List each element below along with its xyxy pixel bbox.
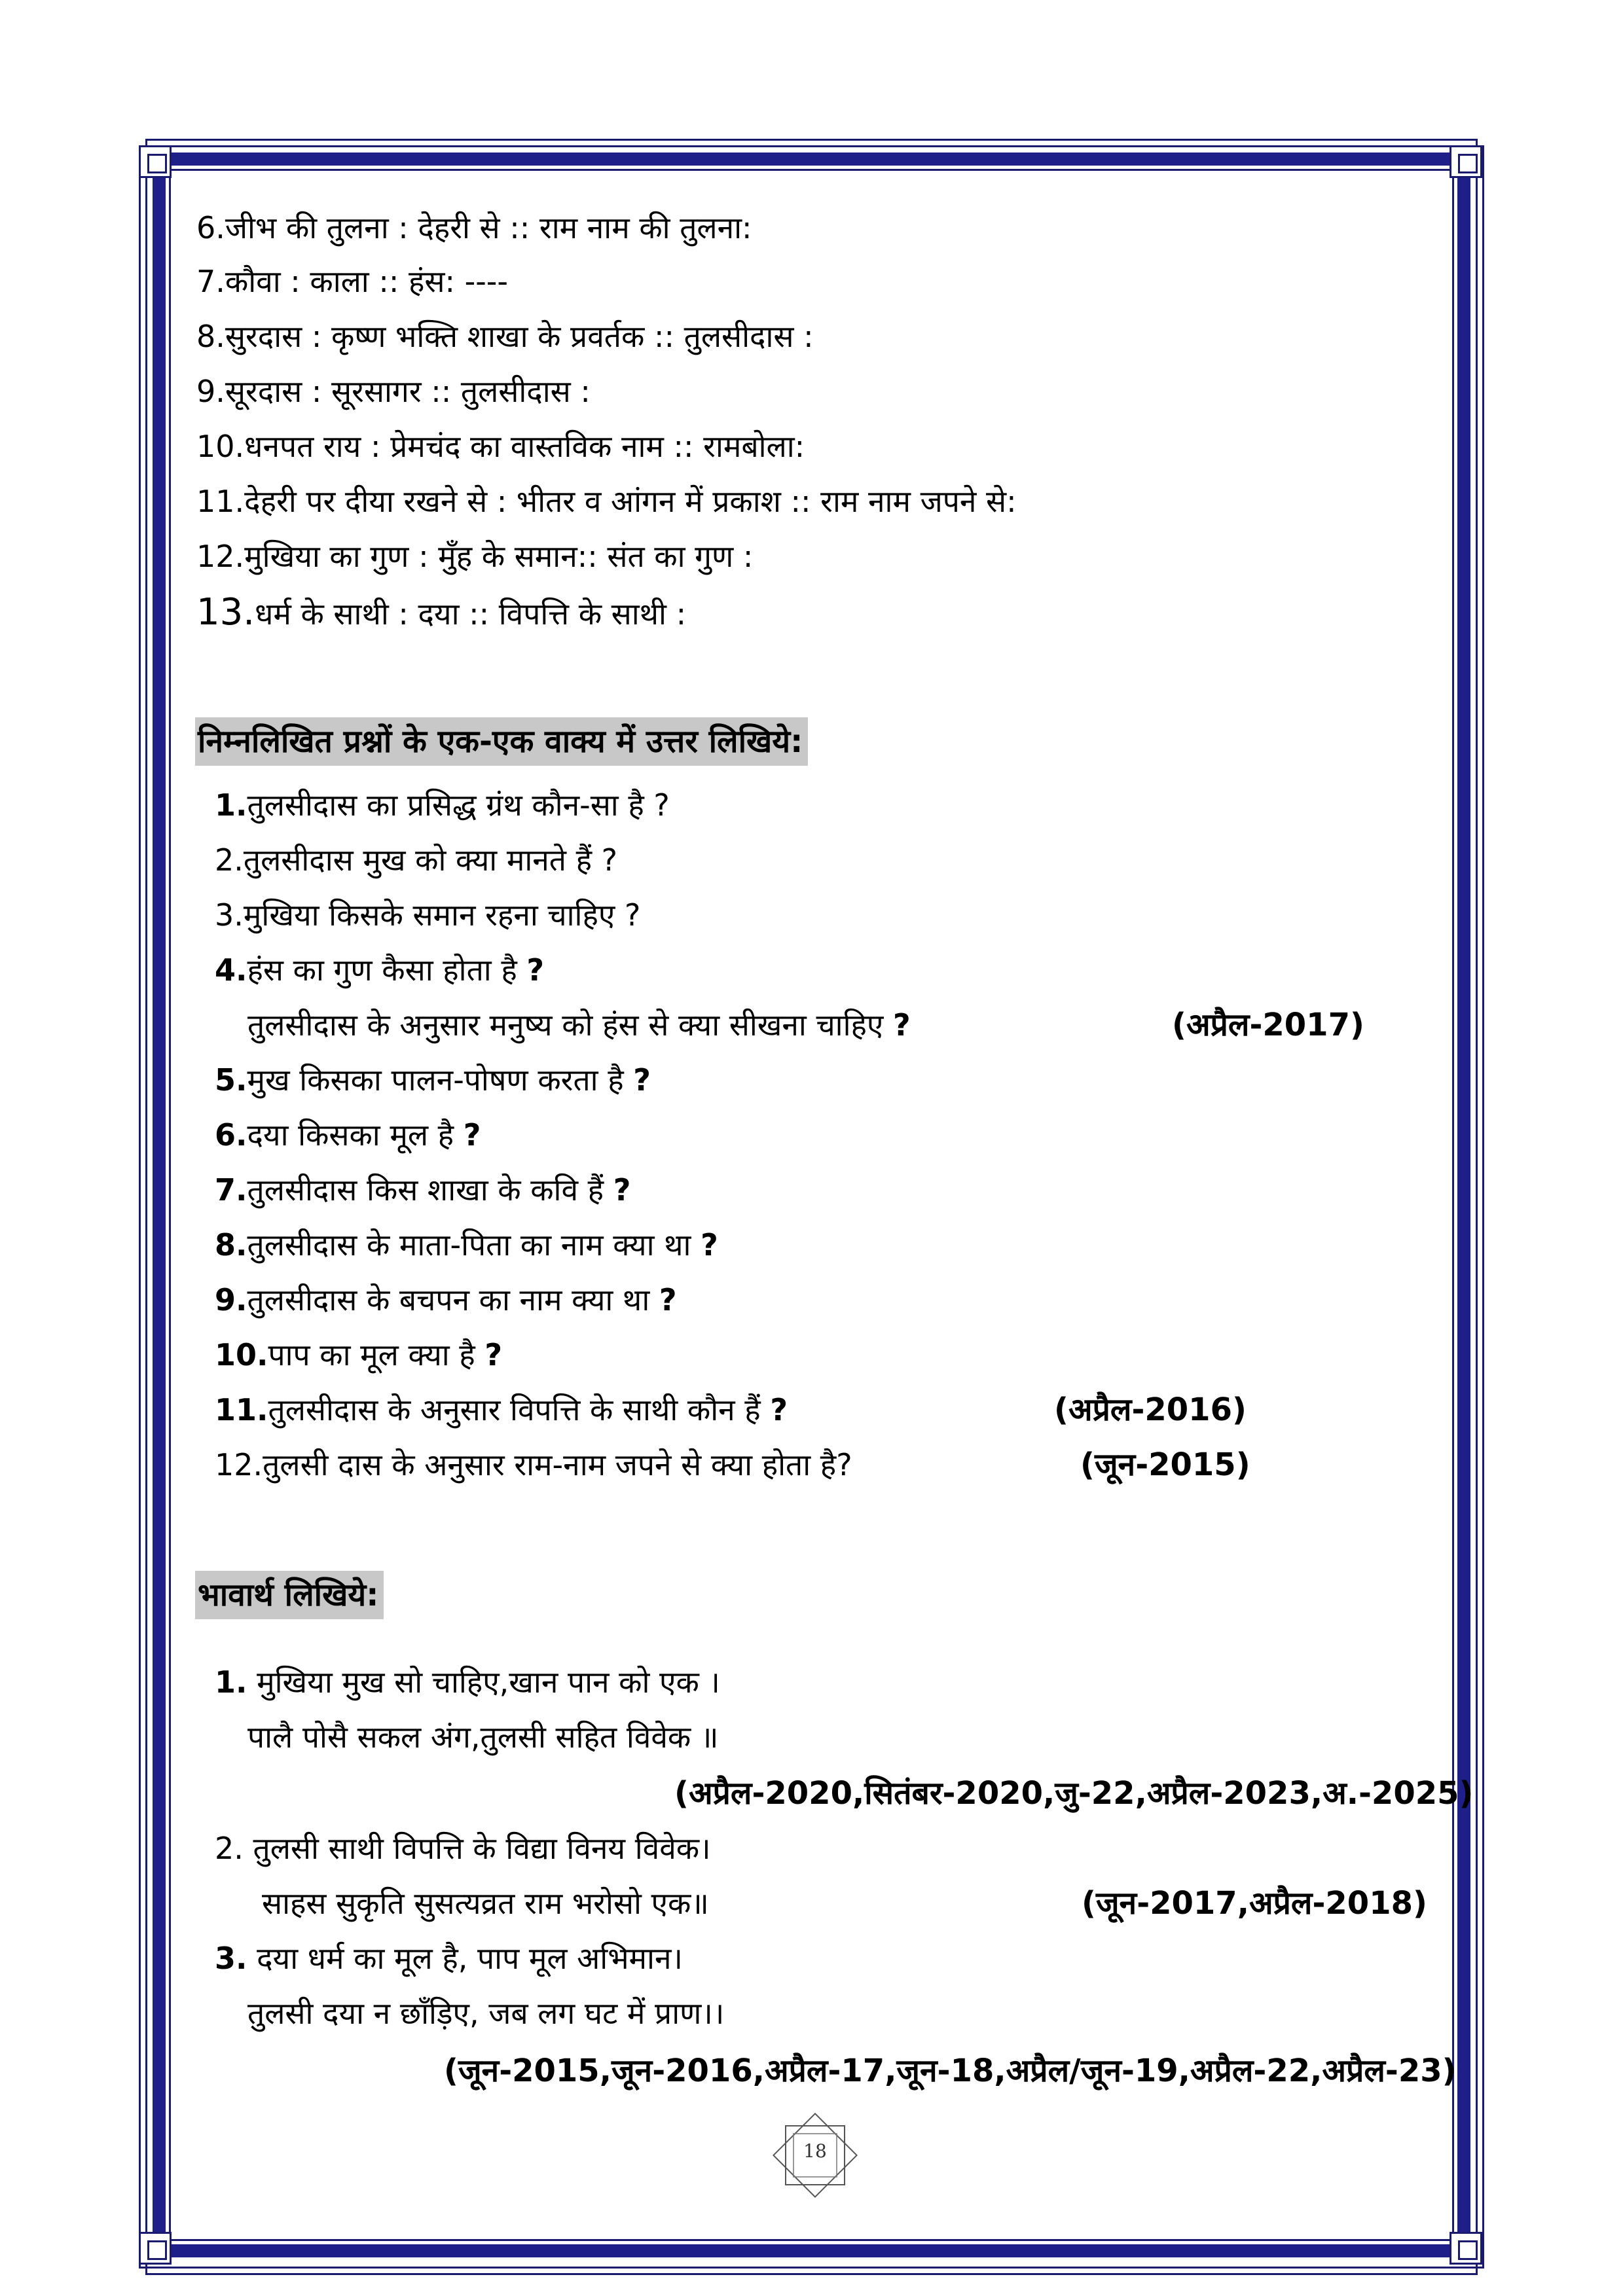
page-number: 18 (803, 2140, 827, 2162)
corner-ornament-bottom-left (139, 2232, 172, 2265)
question-mark: ? (613, 1172, 631, 1208)
item-text: हंस का गुण कैसा होता है (247, 952, 527, 988)
item-text: सूरदास : सूरसागर :: तुलसीदास : (225, 374, 591, 409)
item-number: 7. (215, 1172, 247, 1208)
verse-text: पालै पोसै सकल अंग,तुलसी सहित विवेक ॥ (247, 1719, 719, 1755)
analogy-item (196, 427, 805, 466)
item-number: 10. (196, 429, 245, 464)
item-number: 1. (215, 1664, 247, 1700)
item-text: तुलसीदास का प्रसिद्ध ग्रंथ कौन-सा है ? (247, 787, 670, 823)
question-mark: ? (659, 1282, 677, 1318)
question-item (215, 895, 640, 935)
exam-reference: (अप्रैल-2016) (1054, 1391, 1247, 1428)
question-item (215, 1335, 502, 1374)
question-item (215, 785, 670, 825)
analogy-item (196, 317, 814, 356)
item-text: मुखिया किसके समान रहना चाहिए ? (243, 897, 641, 933)
question-item (215, 1280, 677, 1319)
item-number: 4. (215, 952, 247, 988)
question-mark: ? (526, 952, 545, 988)
verse-line (247, 1994, 724, 2033)
exam-reference: (अप्रैल-2017) (1172, 1007, 1364, 1043)
item-number: 9. (215, 1282, 247, 1318)
item-text: धनपत राय : प्रेमचंद का वास्तविक नाम :: रामबोला: (244, 429, 805, 464)
verse-line (215, 1829, 711, 1868)
question-mark: ? (484, 1337, 503, 1372)
item-text: तुलसीदास के बचपन का नाम क्या था (247, 1282, 659, 1318)
verse-text: साहस सुकृति सुसत्यव्रत राम भरोसो एक॥ (262, 1886, 709, 1921)
analogy-item (196, 482, 1017, 521)
item-number: 8. (196, 319, 225, 354)
item-number: 7. (196, 264, 225, 299)
item-number: 12. (196, 539, 245, 574)
question-mark: ? (463, 1117, 481, 1153)
corner-ornament-top-right (1450, 145, 1482, 178)
exam-reference: (जून-2017,अप्रैल-2018) (1082, 1885, 1427, 1922)
analogy-item (196, 208, 752, 247)
item-number: 12. (215, 1447, 263, 1482)
item-text: देहरी पर दीया रखने से : भीतर व आंगन में प्रकाश :: राम नाम जपने से: (244, 484, 1017, 519)
verse-text: तुलसी दया न छाँड़िए, जब लग घट में प्राण।। (247, 1996, 725, 2031)
question-item (215, 950, 544, 990)
item-text: तुलसीदास किस शाखा के कवि हैं (247, 1172, 613, 1208)
item-number: 1. (215, 787, 247, 823)
item-number: 3. (215, 1941, 247, 1976)
item-number: 6. (196, 210, 225, 245)
question-item (215, 1060, 651, 1100)
question-mark: ? (893, 1007, 911, 1043)
exam-reference: (जून-2015,जून-2016,अप्रैल-17,जून-18,अप्रैल/जून-19,अप्रैल-22,अप्रैल-23) (444, 2053, 1457, 2089)
item-number: 11. (196, 484, 245, 519)
item-text: कौवा : काला :: हंस: ---- (225, 264, 508, 299)
item-number: 2. (215, 842, 244, 878)
question-item (215, 1170, 630, 1210)
analogy-item (196, 372, 591, 411)
corner-ornament-bottom-right (1450, 2232, 1482, 2265)
item-number: 11. (215, 1392, 268, 1427)
item-text: तुलसीदास मुख को क्या मानते हैं ? (243, 842, 618, 878)
item-number: 3. (215, 897, 244, 933)
analogy-item (196, 262, 508, 301)
question-item (215, 840, 617, 880)
item-text: सुरदास : कृष्ण भक्ति शाखा के प्रवर्तक :: तुलसीदास : (225, 319, 814, 354)
question-item (215, 1390, 788, 1429)
verse-line (215, 1939, 683, 1978)
question-item (215, 1445, 852, 1484)
item-number: 8. (215, 1227, 247, 1263)
item-text: धर्म के साथी : दया :: विपत्ति के साथी : (255, 596, 687, 632)
analogy-item (196, 593, 686, 634)
verse-text: मुखिया मुख सो चाहिए,खान पान को एक । (257, 1664, 720, 1700)
verse-line (262, 1884, 709, 1923)
item-number: 6. (215, 1117, 247, 1153)
item-number: 2. (215, 1831, 244, 1866)
question-item (215, 1225, 718, 1265)
verse-line (247, 1717, 718, 1757)
item-text: तुलसी दास के अनुसार राम-नाम जपने से क्या होता है? (263, 1447, 852, 1482)
item-text: तुलसीदास के अनुसार मनुष्य को हंस से क्या सीखना चाहिए (247, 1007, 893, 1043)
section-heading-meaning: भावार्थ लिखिये: (195, 1571, 384, 1619)
question-mark: ? (770, 1392, 788, 1427)
question-mark: ? (633, 1062, 651, 1098)
item-text: मुखिया का गुण : मुँह के समान:: संत का गुण : (244, 539, 754, 574)
item-number: 10. (215, 1337, 268, 1372)
exam-reference: (अप्रैल-2020,सितंबर-2020,जु-22,अप्रैल-2023,अ.-2025) (674, 1775, 1474, 1812)
item-text: जीभ की तुलना : देहरी से :: राम नाम की तुलना: (225, 210, 752, 245)
item-number: 5. (215, 1062, 247, 1098)
item-text: तुलसीदास के माता-पिता का नाम क्या था (247, 1227, 701, 1263)
corner-ornament-top-left (139, 145, 172, 178)
question-mark: ? (701, 1227, 718, 1263)
section-heading-questions: निम्नलिखित प्रश्नों के एक-एक वाक्य में उत्तर लिखिये: (195, 717, 808, 766)
question-item (215, 1115, 481, 1155)
verse-text: तुलसी साथी विपत्ति के विद्या विनय विवेक। (253, 1831, 711, 1866)
item-number: 13. (196, 591, 255, 634)
question-item (247, 1005, 911, 1045)
verse-text: दया धर्म का मूल है, पाप मूल अभिमान। (257, 1941, 683, 1976)
analogy-item (196, 537, 753, 576)
exam-reference: (जून-2015) (1080, 1446, 1250, 1483)
item-text: पाप का मूल क्या है (268, 1337, 485, 1372)
verse-line (215, 1662, 720, 1702)
item-number: 9. (196, 374, 225, 409)
item-text: मुख किसका पालन-पोषण करता है (247, 1062, 634, 1098)
item-text: दया किसका मूल है (247, 1117, 464, 1153)
item-text: तुलसीदास के अनुसार विपत्ति के साथी कौन हैं (268, 1392, 771, 1427)
